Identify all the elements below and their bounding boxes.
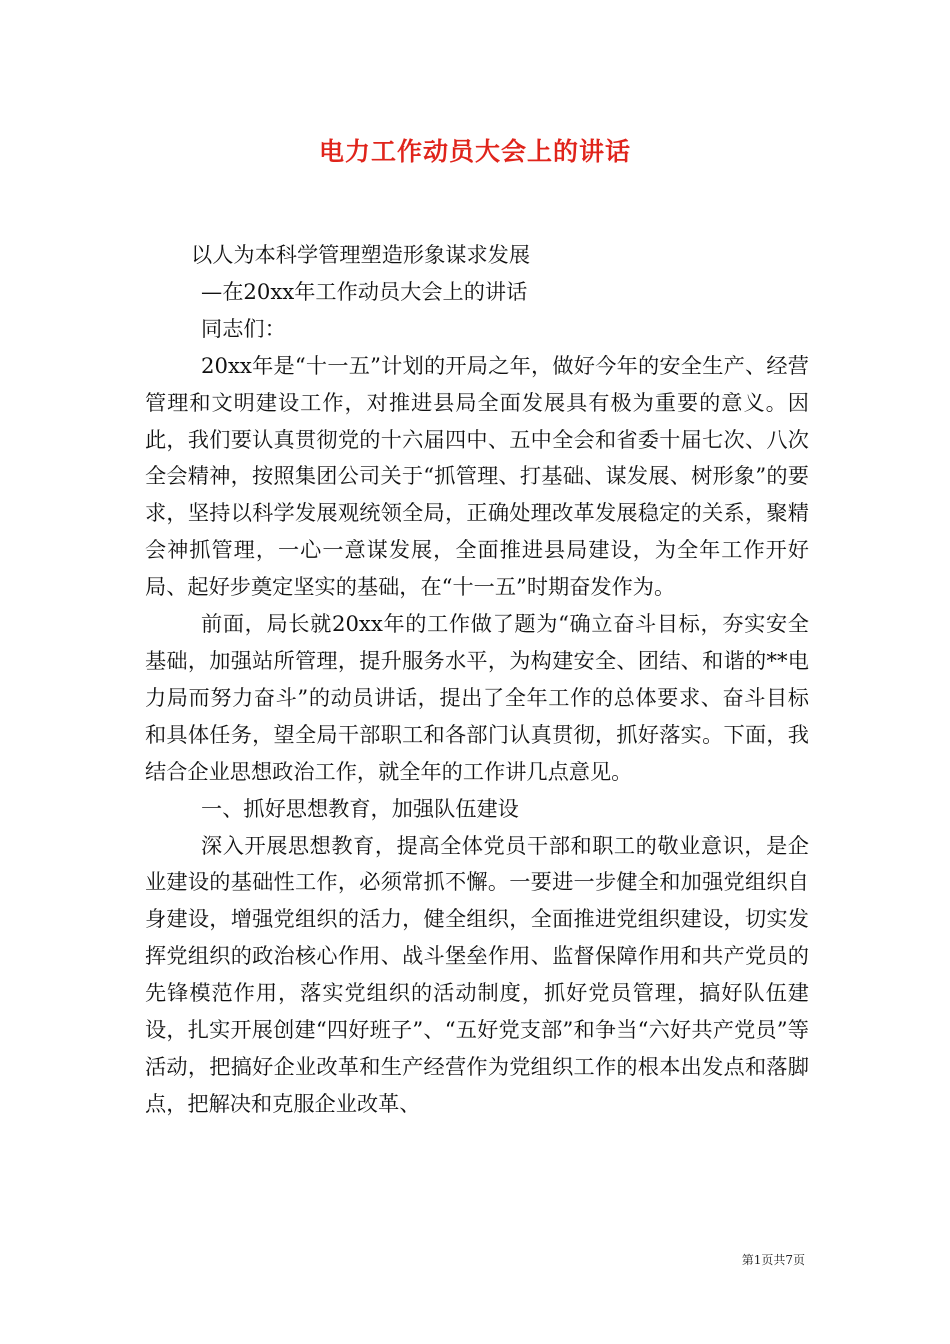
section-1-paragraph: 深入开展思想教育，提高全体党员干部和职工的敬业意识，是企业建设的基础性工作，必须常抓不懈。一要进一步健全和加强党组织自身建设，增强党组织的活力，健全组织，全面推进党组织建设，切实发挥党组织的政治核心作用、战斗堡垒作用、监督保障作用和共产党员的先锋模范作用，落实党组织的活动制度，抓好党员管理，搞好队伍建设，扎实开展创建“四好班子”、“五好党支部”和争当“六好共产党员”等活动，把搞好企业改革和生产经营作为党组织工作的根本出发点和落脚点，把解决和克服企业改革、 (145, 832, 809, 1116)
document-body (145, 237, 809, 1123)
page-number-footer: 第1页共7页 (741, 1253, 805, 1267)
paragraph-2: 前面，局长就20xx年的工作做了题为“确立奋斗目标，夯实安全基础，加强站所管理，提升服务水平，为构建安全、团结、和谐的**电力局而努力奋斗”的动员讲话，提出了全年工作的总体要求、奋斗目标和具体任务，望全局干部职工和各部门认真贯彻，抓好落实。下面，我结合企业思想政治工作，就全年的工作讲几点意见。 (145, 611, 809, 784)
section-1-heading: 一、抓好思想教育，加强队伍建设 (201, 795, 519, 821)
page-title: 电力工作动员大会上的讲话 (318, 137, 631, 166)
subtitle-line-2: —在20xx年工作动员大会上的讲话 (201, 278, 528, 304)
salutation: 同志们： (201, 315, 286, 341)
subtitle-line-1: 以人为本科学管理塑造形象谋求发展 (191, 242, 531, 267)
paragraph-1: 20xx年是“十一五”计划的开局之年，做好今年的安全生产、经营管理和文明建设工作，对推进县局全面发展具有极为重要的意义。因此，我们要认真贯彻党的十六届四中、五中全会和省委十届七次、八次全会精神，按照集团公司关于“抓管理、打基础、谋发展、树形象”的要求，坚持以科学发展观统领全局，正确处理改革发展稳定的关系，聚精会神抓管理，一心一意谋发展，全面推进县局建设，为全年工作开好局、起好步奠定坚实的基础，在“十一五”时期奋发作为。 (145, 352, 809, 600)
